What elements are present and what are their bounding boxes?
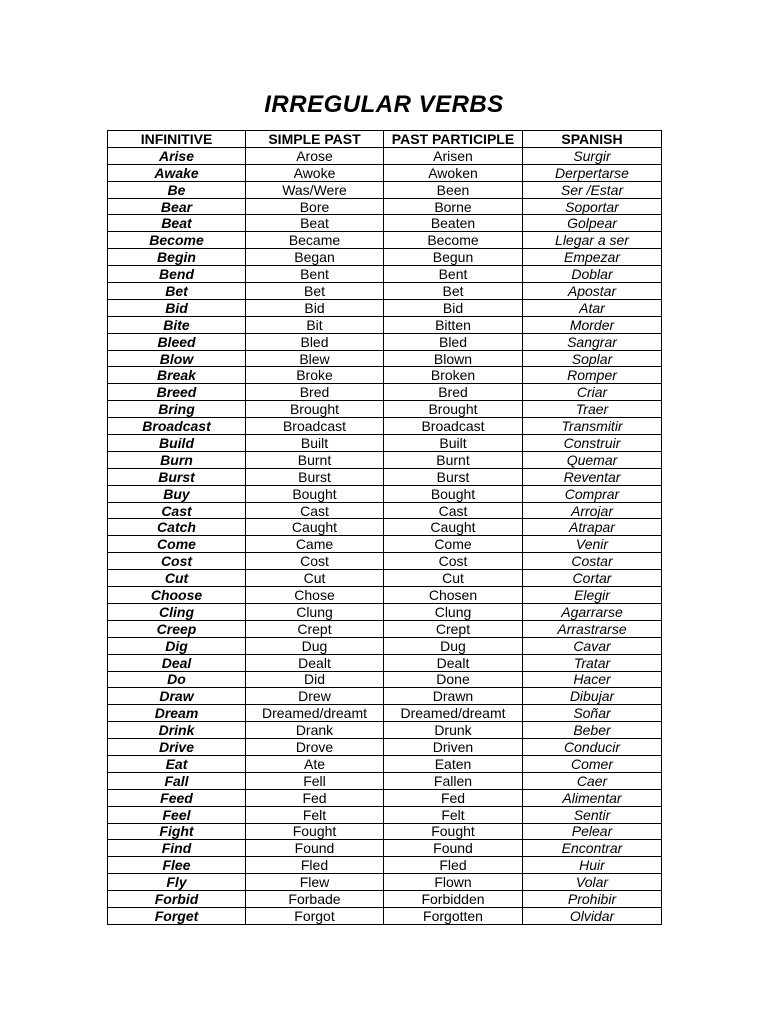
simple-past-cell: Bit [246, 316, 384, 333]
spanish-cell: Arrastrarse [523, 620, 662, 637]
spanish-cell: Morder [523, 316, 662, 333]
simple-past-cell: Forgot [246, 907, 384, 924]
past-participle-cell: Beaten [384, 215, 523, 232]
infinitive-cell: Catch [108, 519, 246, 536]
past-participle-cell: Drawn [384, 688, 523, 705]
table-row [108, 891, 662, 908]
past-participle-cell: Bet [384, 283, 523, 300]
spanish-cell: Traer [523, 401, 662, 418]
past-participle-cell: Clung [384, 603, 523, 620]
past-participle-cell: Broadcast [384, 418, 523, 435]
spanish-cell: Atar [523, 299, 662, 316]
table-row [108, 502, 662, 519]
past-participle-cell: Fled [384, 857, 523, 874]
spanish-cell: Romper [523, 367, 662, 384]
spanish-cell: Empezar [523, 249, 662, 266]
simple-past-cell: Burst [246, 468, 384, 485]
infinitive-cell: Forbid [108, 891, 246, 908]
table-row [108, 722, 662, 739]
simple-past-cell: Built [246, 435, 384, 452]
past-participle-cell: Arisen [384, 147, 523, 164]
infinitive-cell: Arise [108, 147, 246, 164]
simple-past-cell: Cast [246, 502, 384, 519]
verbs-table [107, 130, 662, 925]
spanish-cell: Dibujar [523, 688, 662, 705]
simple-past-cell: Bet [246, 283, 384, 300]
infinitive-cell: Flee [108, 857, 246, 874]
past-participle-cell: Dug [384, 637, 523, 654]
past-participle-cell: Brought [384, 401, 523, 418]
simple-past-cell: Forbade [246, 891, 384, 908]
header-past-participle: PAST PARTICIPLE [384, 131, 523, 148]
spanish-cell: Prohibir [523, 891, 662, 908]
spanish-cell: Reventar [523, 468, 662, 485]
spanish-cell: Comer [523, 755, 662, 772]
infinitive-cell: Broadcast [108, 418, 246, 435]
infinitive-cell: Bid [108, 299, 246, 316]
simple-past-cell: Clung [246, 603, 384, 620]
table-row [108, 671, 662, 688]
simple-past-cell: Fled [246, 857, 384, 874]
infinitive-cell: Bend [108, 266, 246, 283]
past-participle-cell: Cut [384, 570, 523, 587]
past-participle-cell: Flown [384, 874, 523, 891]
spanish-cell: Encontrar [523, 840, 662, 857]
infinitive-cell: Build [108, 435, 246, 452]
spanish-cell: Transmitir [523, 418, 662, 435]
simple-past-cell: Cut [246, 570, 384, 587]
simple-past-cell: Drew [246, 688, 384, 705]
infinitive-cell: Become [108, 232, 246, 249]
table-row [108, 367, 662, 384]
table-row [108, 907, 662, 924]
infinitive-cell: Bite [108, 316, 246, 333]
simple-past-cell: Crept [246, 620, 384, 637]
infinitive-cell: Come [108, 536, 246, 553]
infinitive-cell: Drink [108, 722, 246, 739]
infinitive-cell: Deal [108, 654, 246, 671]
infinitive-cell: Beat [108, 215, 246, 232]
table-row [108, 688, 662, 705]
past-participle-cell: Bid [384, 299, 523, 316]
past-participle-cell: Bled [384, 333, 523, 350]
table-row [108, 451, 662, 468]
table-row [108, 553, 662, 570]
table-row [108, 164, 662, 181]
table-row [108, 435, 662, 452]
infinitive-cell: Drive [108, 739, 246, 756]
past-participle-cell: Dealt [384, 654, 523, 671]
infinitive-cell: Burst [108, 468, 246, 485]
infinitive-cell: Burn [108, 451, 246, 468]
past-participle-cell: Bought [384, 485, 523, 502]
spanish-cell: Apostar [523, 283, 662, 300]
past-participle-cell: Bitten [384, 316, 523, 333]
table-row [108, 637, 662, 654]
past-participle-cell: Bent [384, 266, 523, 283]
simple-past-cell: Brought [246, 401, 384, 418]
past-participle-cell: Burnt [384, 451, 523, 468]
spanish-cell: Cortar [523, 570, 662, 587]
simple-past-cell: Fell [246, 772, 384, 789]
spanish-cell: Llegar a ser [523, 232, 662, 249]
table-row [108, 772, 662, 789]
simple-past-cell: Bid [246, 299, 384, 316]
simple-past-cell: Bent [246, 266, 384, 283]
infinitive-cell: Forget [108, 907, 246, 924]
infinitive-cell: Creep [108, 620, 246, 637]
table-row [108, 603, 662, 620]
spanish-cell: Criar [523, 384, 662, 401]
spanish-cell: Soñar [523, 705, 662, 722]
spanish-cell: Soportar [523, 198, 662, 215]
infinitive-cell: Eat [108, 755, 246, 772]
spanish-cell: Beber [523, 722, 662, 739]
infinitive-cell: Fight [108, 823, 246, 840]
header-infinitive: INFINITIVE [108, 131, 246, 148]
simple-past-cell: Ate [246, 755, 384, 772]
spanish-cell: Volar [523, 874, 662, 891]
past-participle-cell: Broken [384, 367, 523, 384]
past-participle-cell: Crept [384, 620, 523, 637]
past-participle-cell: Built [384, 435, 523, 452]
table-row [108, 198, 662, 215]
past-participle-cell: Borne [384, 198, 523, 215]
table-row [108, 181, 662, 198]
table-row [108, 350, 662, 367]
simple-past-cell: Bought [246, 485, 384, 502]
past-participle-cell: Cost [384, 553, 523, 570]
spanish-cell: Venir [523, 536, 662, 553]
past-participle-cell: Chosen [384, 587, 523, 604]
spanish-cell: Golpear [523, 215, 662, 232]
simple-past-cell: Found [246, 840, 384, 857]
table-row [108, 536, 662, 553]
infinitive-cell: Blow [108, 350, 246, 367]
table-row [108, 283, 662, 300]
infinitive-cell: Feel [108, 806, 246, 823]
simple-past-cell: Was/Were [246, 181, 384, 198]
spanish-cell: Conducir [523, 739, 662, 756]
header-spanish: SPANISH [523, 131, 662, 148]
table-row [108, 249, 662, 266]
table-row [108, 147, 662, 164]
spanish-cell: Caer [523, 772, 662, 789]
spanish-cell: Ser /Estar [523, 181, 662, 198]
simple-past-cell: Drank [246, 722, 384, 739]
simple-past-cell: Caught [246, 519, 384, 536]
table-row [108, 401, 662, 418]
table-row [108, 705, 662, 722]
simple-past-cell: Cost [246, 553, 384, 570]
table-row [108, 570, 662, 587]
past-participle-cell: Forbidden [384, 891, 523, 908]
spanish-cell: Pelear [523, 823, 662, 840]
simple-past-cell: Flew [246, 874, 384, 891]
past-participle-cell: Drunk [384, 722, 523, 739]
simple-past-cell: Came [246, 536, 384, 553]
spanish-cell: Derpertarse [523, 164, 662, 181]
simple-past-cell: Dug [246, 637, 384, 654]
past-participle-cell: Begun [384, 249, 523, 266]
past-participle-cell: Been [384, 181, 523, 198]
table-row [108, 232, 662, 249]
simple-past-cell: Became [246, 232, 384, 249]
spanish-cell: Atrapar [523, 519, 662, 536]
spanish-cell: Huir [523, 857, 662, 874]
past-participle-cell: Found [384, 840, 523, 857]
spanish-cell: Quemar [523, 451, 662, 468]
past-participle-cell: Blown [384, 350, 523, 367]
infinitive-cell: Breed [108, 384, 246, 401]
table-row [108, 266, 662, 283]
simple-past-cell: Fed [246, 789, 384, 806]
infinitive-cell: Bear [108, 198, 246, 215]
simple-past-cell: Broke [246, 367, 384, 384]
past-participle-cell: Bred [384, 384, 523, 401]
infinitive-cell: Bet [108, 283, 246, 300]
table-row [108, 485, 662, 502]
simple-past-cell: Chose [246, 587, 384, 604]
spanish-cell: Tratar [523, 654, 662, 671]
table-row [108, 739, 662, 756]
spanish-cell: Cavar [523, 637, 662, 654]
table-row [108, 468, 662, 485]
spanish-cell: Comprar [523, 485, 662, 502]
spanish-cell: Alimentar [523, 789, 662, 806]
simple-past-cell: Beat [246, 215, 384, 232]
simple-past-cell: Bred [246, 384, 384, 401]
past-participle-cell: Done [384, 671, 523, 688]
table-row [108, 587, 662, 604]
infinitive-cell: Feed [108, 789, 246, 806]
table-row [108, 384, 662, 401]
table-body [108, 147, 662, 924]
infinitive-cell: Awake [108, 164, 246, 181]
spanish-cell: Costar [523, 553, 662, 570]
past-participle-cell: Awoken [384, 164, 523, 181]
page-title: IRREGULAR VERBS [264, 91, 504, 118]
table-row [108, 755, 662, 772]
infinitive-cell: Cost [108, 553, 246, 570]
past-participle-cell: Cast [384, 502, 523, 519]
simple-past-cell: Awoke [246, 164, 384, 181]
simple-past-cell: Felt [246, 806, 384, 823]
infinitive-cell: Break [108, 367, 246, 384]
infinitive-cell: Cut [108, 570, 246, 587]
infinitive-cell: Fly [108, 874, 246, 891]
simple-past-cell: Began [246, 249, 384, 266]
past-participle-cell: Forgotten [384, 907, 523, 924]
spanish-cell: Surgir [523, 147, 662, 164]
spanish-cell: Construir [523, 435, 662, 452]
simple-past-cell: Bore [246, 198, 384, 215]
simple-past-cell: Dealt [246, 654, 384, 671]
table-row [108, 806, 662, 823]
header-simple-past: SIMPLE PAST [246, 131, 384, 148]
spanish-cell: Hacer [523, 671, 662, 688]
past-participle-cell: Dreamed/dreamt [384, 705, 523, 722]
infinitive-cell: Bring [108, 401, 246, 418]
infinitive-cell: Dream [108, 705, 246, 722]
past-participle-cell: Felt [384, 806, 523, 823]
infinitive-cell: Begin [108, 249, 246, 266]
spanish-cell: Soplar [523, 350, 662, 367]
table-row [108, 654, 662, 671]
simple-past-cell: Drove [246, 739, 384, 756]
table-row [108, 333, 662, 350]
table-row [108, 418, 662, 435]
past-participle-cell: Fed [384, 789, 523, 806]
table-row [108, 316, 662, 333]
infinitive-cell: Be [108, 181, 246, 198]
spanish-cell: Sentir [523, 806, 662, 823]
past-participle-cell: Fallen [384, 772, 523, 789]
past-participle-cell: Driven [384, 739, 523, 756]
simple-past-cell: Dreamed/dreamt [246, 705, 384, 722]
table-row [108, 299, 662, 316]
simple-past-cell: Burnt [246, 451, 384, 468]
past-participle-cell: Become [384, 232, 523, 249]
simple-past-cell: Blew [246, 350, 384, 367]
past-participle-cell: Fought [384, 823, 523, 840]
spanish-cell: Agarrarse [523, 603, 662, 620]
infinitive-cell: Buy [108, 485, 246, 502]
table-row [108, 519, 662, 536]
past-participle-cell: Burst [384, 468, 523, 485]
table-row [108, 823, 662, 840]
infinitive-cell: Bleed [108, 333, 246, 350]
table-row [108, 215, 662, 232]
simple-past-cell: Bled [246, 333, 384, 350]
infinitive-cell: Do [108, 671, 246, 688]
table-row [108, 857, 662, 874]
simple-past-cell: Arose [246, 147, 384, 164]
infinitive-cell: Cast [108, 502, 246, 519]
table-row [108, 789, 662, 806]
table-row [108, 620, 662, 637]
spanish-cell: Olvidar [523, 907, 662, 924]
table-row [108, 840, 662, 857]
infinitive-cell: Cling [108, 603, 246, 620]
spanish-cell: Doblar [523, 266, 662, 283]
spanish-cell: Arrojar [523, 502, 662, 519]
infinitive-cell: Find [108, 840, 246, 857]
past-participle-cell: Eaten [384, 755, 523, 772]
past-participle-cell: Caught [384, 519, 523, 536]
spanish-cell: Elegir [523, 587, 662, 604]
infinitive-cell: Choose [108, 587, 246, 604]
simple-past-cell: Did [246, 671, 384, 688]
simple-past-cell: Broadcast [246, 418, 384, 435]
table-header-row [108, 131, 662, 148]
simple-past-cell: Fought [246, 823, 384, 840]
infinitive-cell: Draw [108, 688, 246, 705]
table-row [108, 874, 662, 891]
spanish-cell: Sangrar [523, 333, 662, 350]
infinitive-cell: Dig [108, 637, 246, 654]
infinitive-cell: Fall [108, 772, 246, 789]
past-participle-cell: Come [384, 536, 523, 553]
